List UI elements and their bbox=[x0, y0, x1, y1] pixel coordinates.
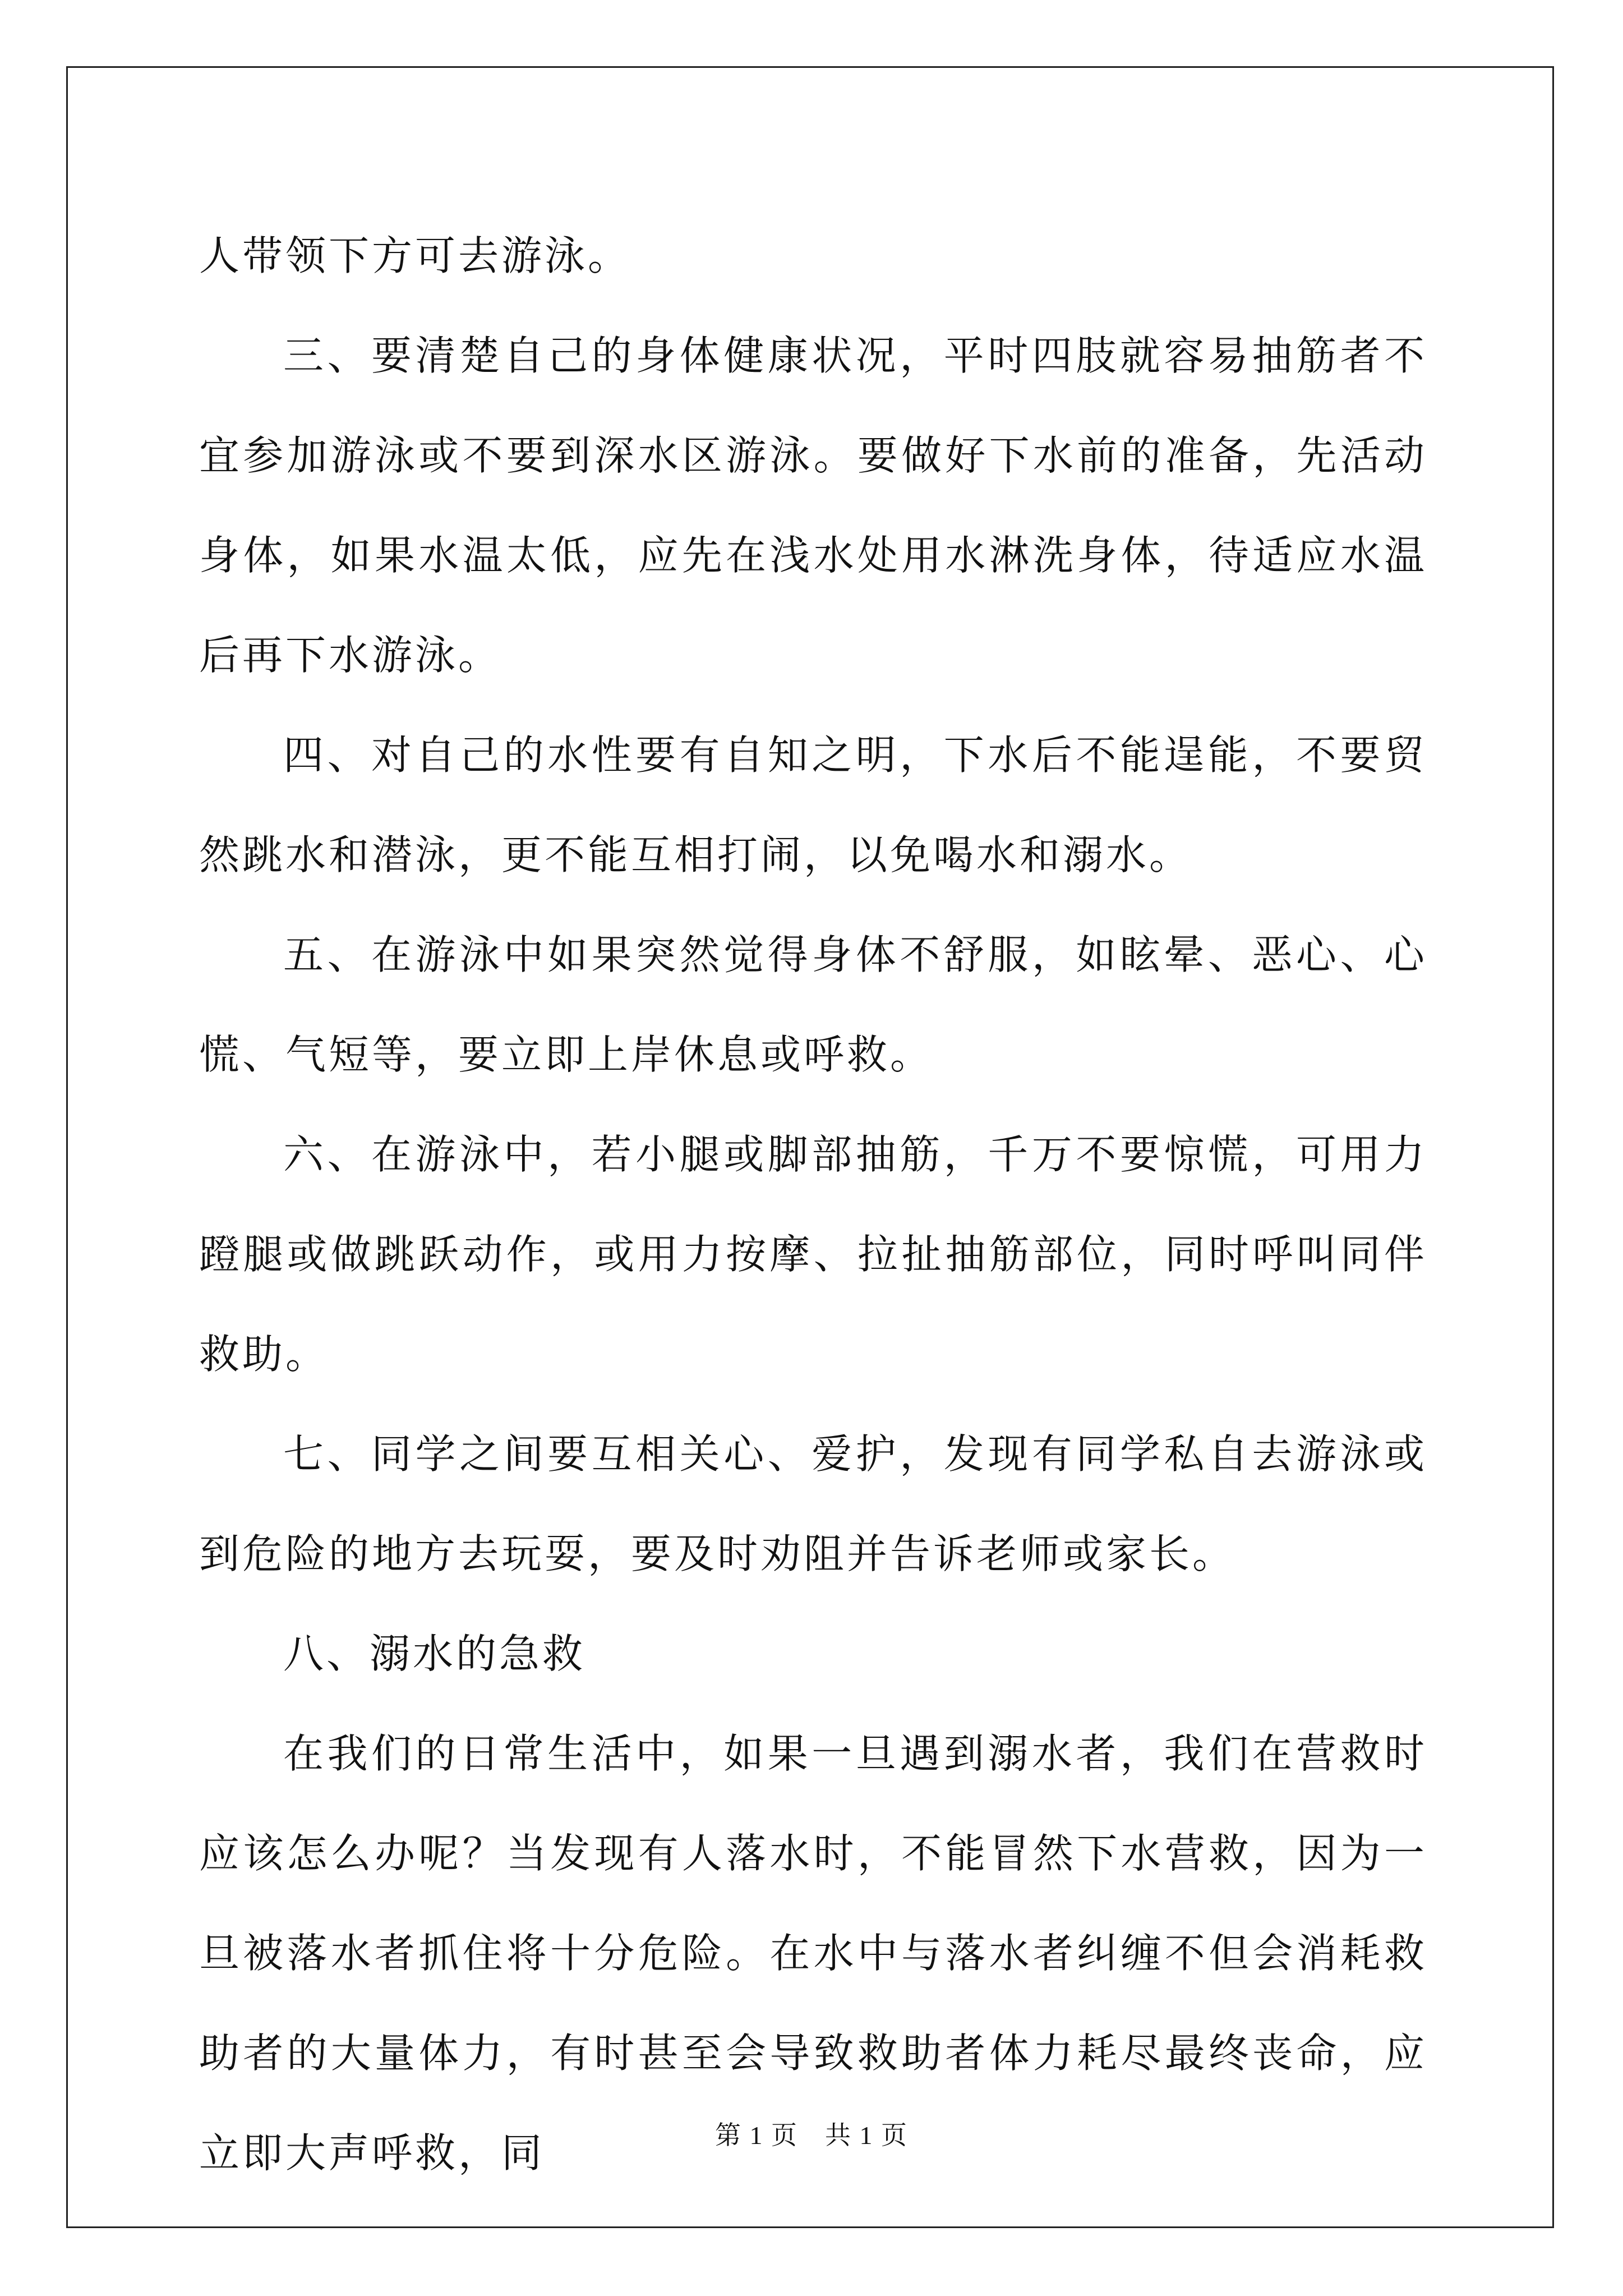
paragraph-item-3: 三、要清楚自己的身体健康状况，平时四肢就容易抽筋者不宜参加游泳或不要到深水区游泳。要做好下水前的准备，先活动身体，如果水温太低，应先在浅水处用水淋洗身体，待适应水温后再下水游泳。 bbox=[199, 332, 1427, 679]
paragraph-continuation: 人带领下方可去游泳。 bbox=[199, 232, 631, 279]
section-heading-8: 八、溺水的急救 bbox=[283, 1630, 586, 1677]
paragraph-item-7: 七、同学之间要互相关心、爱护，发现有同学私自去游泳或到危险的地方去玩耍，要及时劝阻并告诉老师或家长。 bbox=[199, 1430, 1427, 1577]
paragraph-item-5: 五、在游泳中如果突然觉得身体不舒服，如眩晕、恶心、心慌、气短等，要立即上岸休息或呼救。 bbox=[199, 931, 1427, 1078]
paragraph-item-6: 六、在游泳中，若小腿或脚部抽筋，千万不要惊慌，可用力蹬腿或做跳跃动作，或用力按摩、拉扯抽筋部位，同时呼叫同伴救助。 bbox=[199, 1131, 1427, 1378]
page-number-footer: 第 1 页 共 1 页 bbox=[715, 2121, 908, 2150]
paragraph-rescue: 在我们的日常生活中，如果一旦遇到溺水者，我们在营救时应该怎么办呢？当发现有人落水时，不能冒然下水营救，因为一旦被落水者抓住将十分危险。在水中与落水者纠缠不但会消耗救助者的大量体力，有时甚至会导致救助者体力耗尽最终丧命，应立即大声呼救，同 bbox=[199, 1730, 1427, 2177]
paragraph-item-4: 四、对自己的水性要有自知之明，下水后不能逞能，不要贸然跳水和潜泳，更不能互相打闹，以免喝水和溺水。 bbox=[199, 731, 1427, 878]
document-body bbox=[199, 206, 1427, 2203]
